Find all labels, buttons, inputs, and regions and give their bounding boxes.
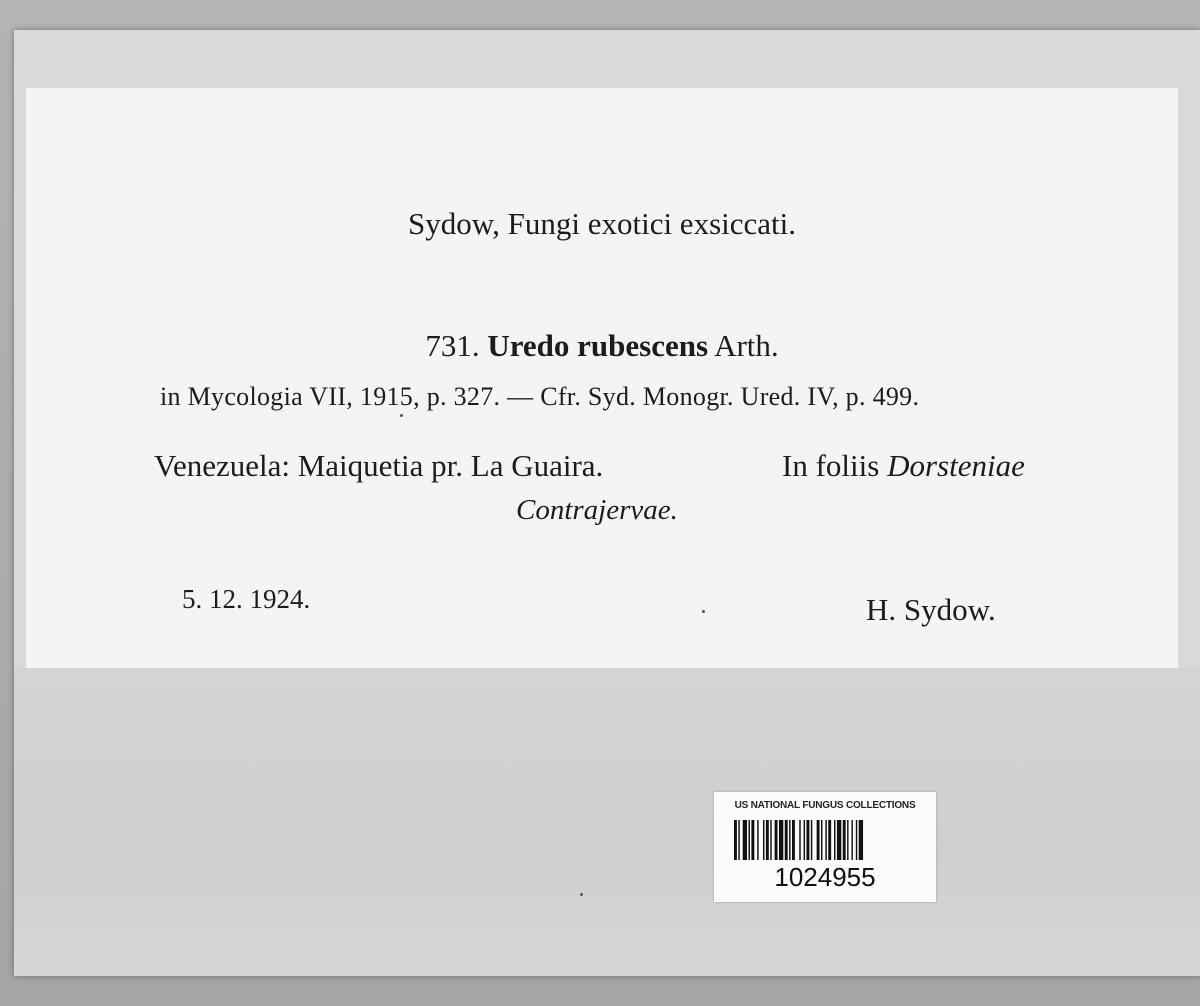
host-epithet: Contrajervae. <box>516 494 678 526</box>
collection-date: 5. 12. 1924. <box>182 584 311 614</box>
specimen-label <box>26 88 1178 668</box>
collector: H. Sydow. <box>866 592 996 627</box>
barcode-number: 1024955 <box>774 862 876 892</box>
ink-speck <box>400 414 403 417</box>
host-prefix: In foliis <box>782 448 880 483</box>
species-line <box>26 328 1178 364</box>
host-line <box>782 448 1025 484</box>
host-genus: Dorsteniae <box>887 448 1025 483</box>
locality: Venezuela: Maiquetia pr. La Guaira. <box>154 448 604 483</box>
barcode-icon <box>734 820 916 860</box>
ink-speck <box>702 610 705 613</box>
species-author: Arth. <box>714 328 779 363</box>
citation: in Mycologia VII, 1915, p. 327. — Cfr. Syd. Monogr. Ured. IV, p. 499. <box>160 382 920 411</box>
barcode-institution: US NATIONAL FUNGUS COLLECTIONS <box>734 800 916 811</box>
ink-speck <box>580 893 583 896</box>
species-name: Uredo rubescens <box>487 328 709 363</box>
exsiccata-number: 731. <box>425 328 480 363</box>
series-title: Sydow, Fungi exotici exsiccati. <box>407 206 796 241</box>
packet-fold <box>14 668 1200 976</box>
barcode-label <box>714 792 936 902</box>
